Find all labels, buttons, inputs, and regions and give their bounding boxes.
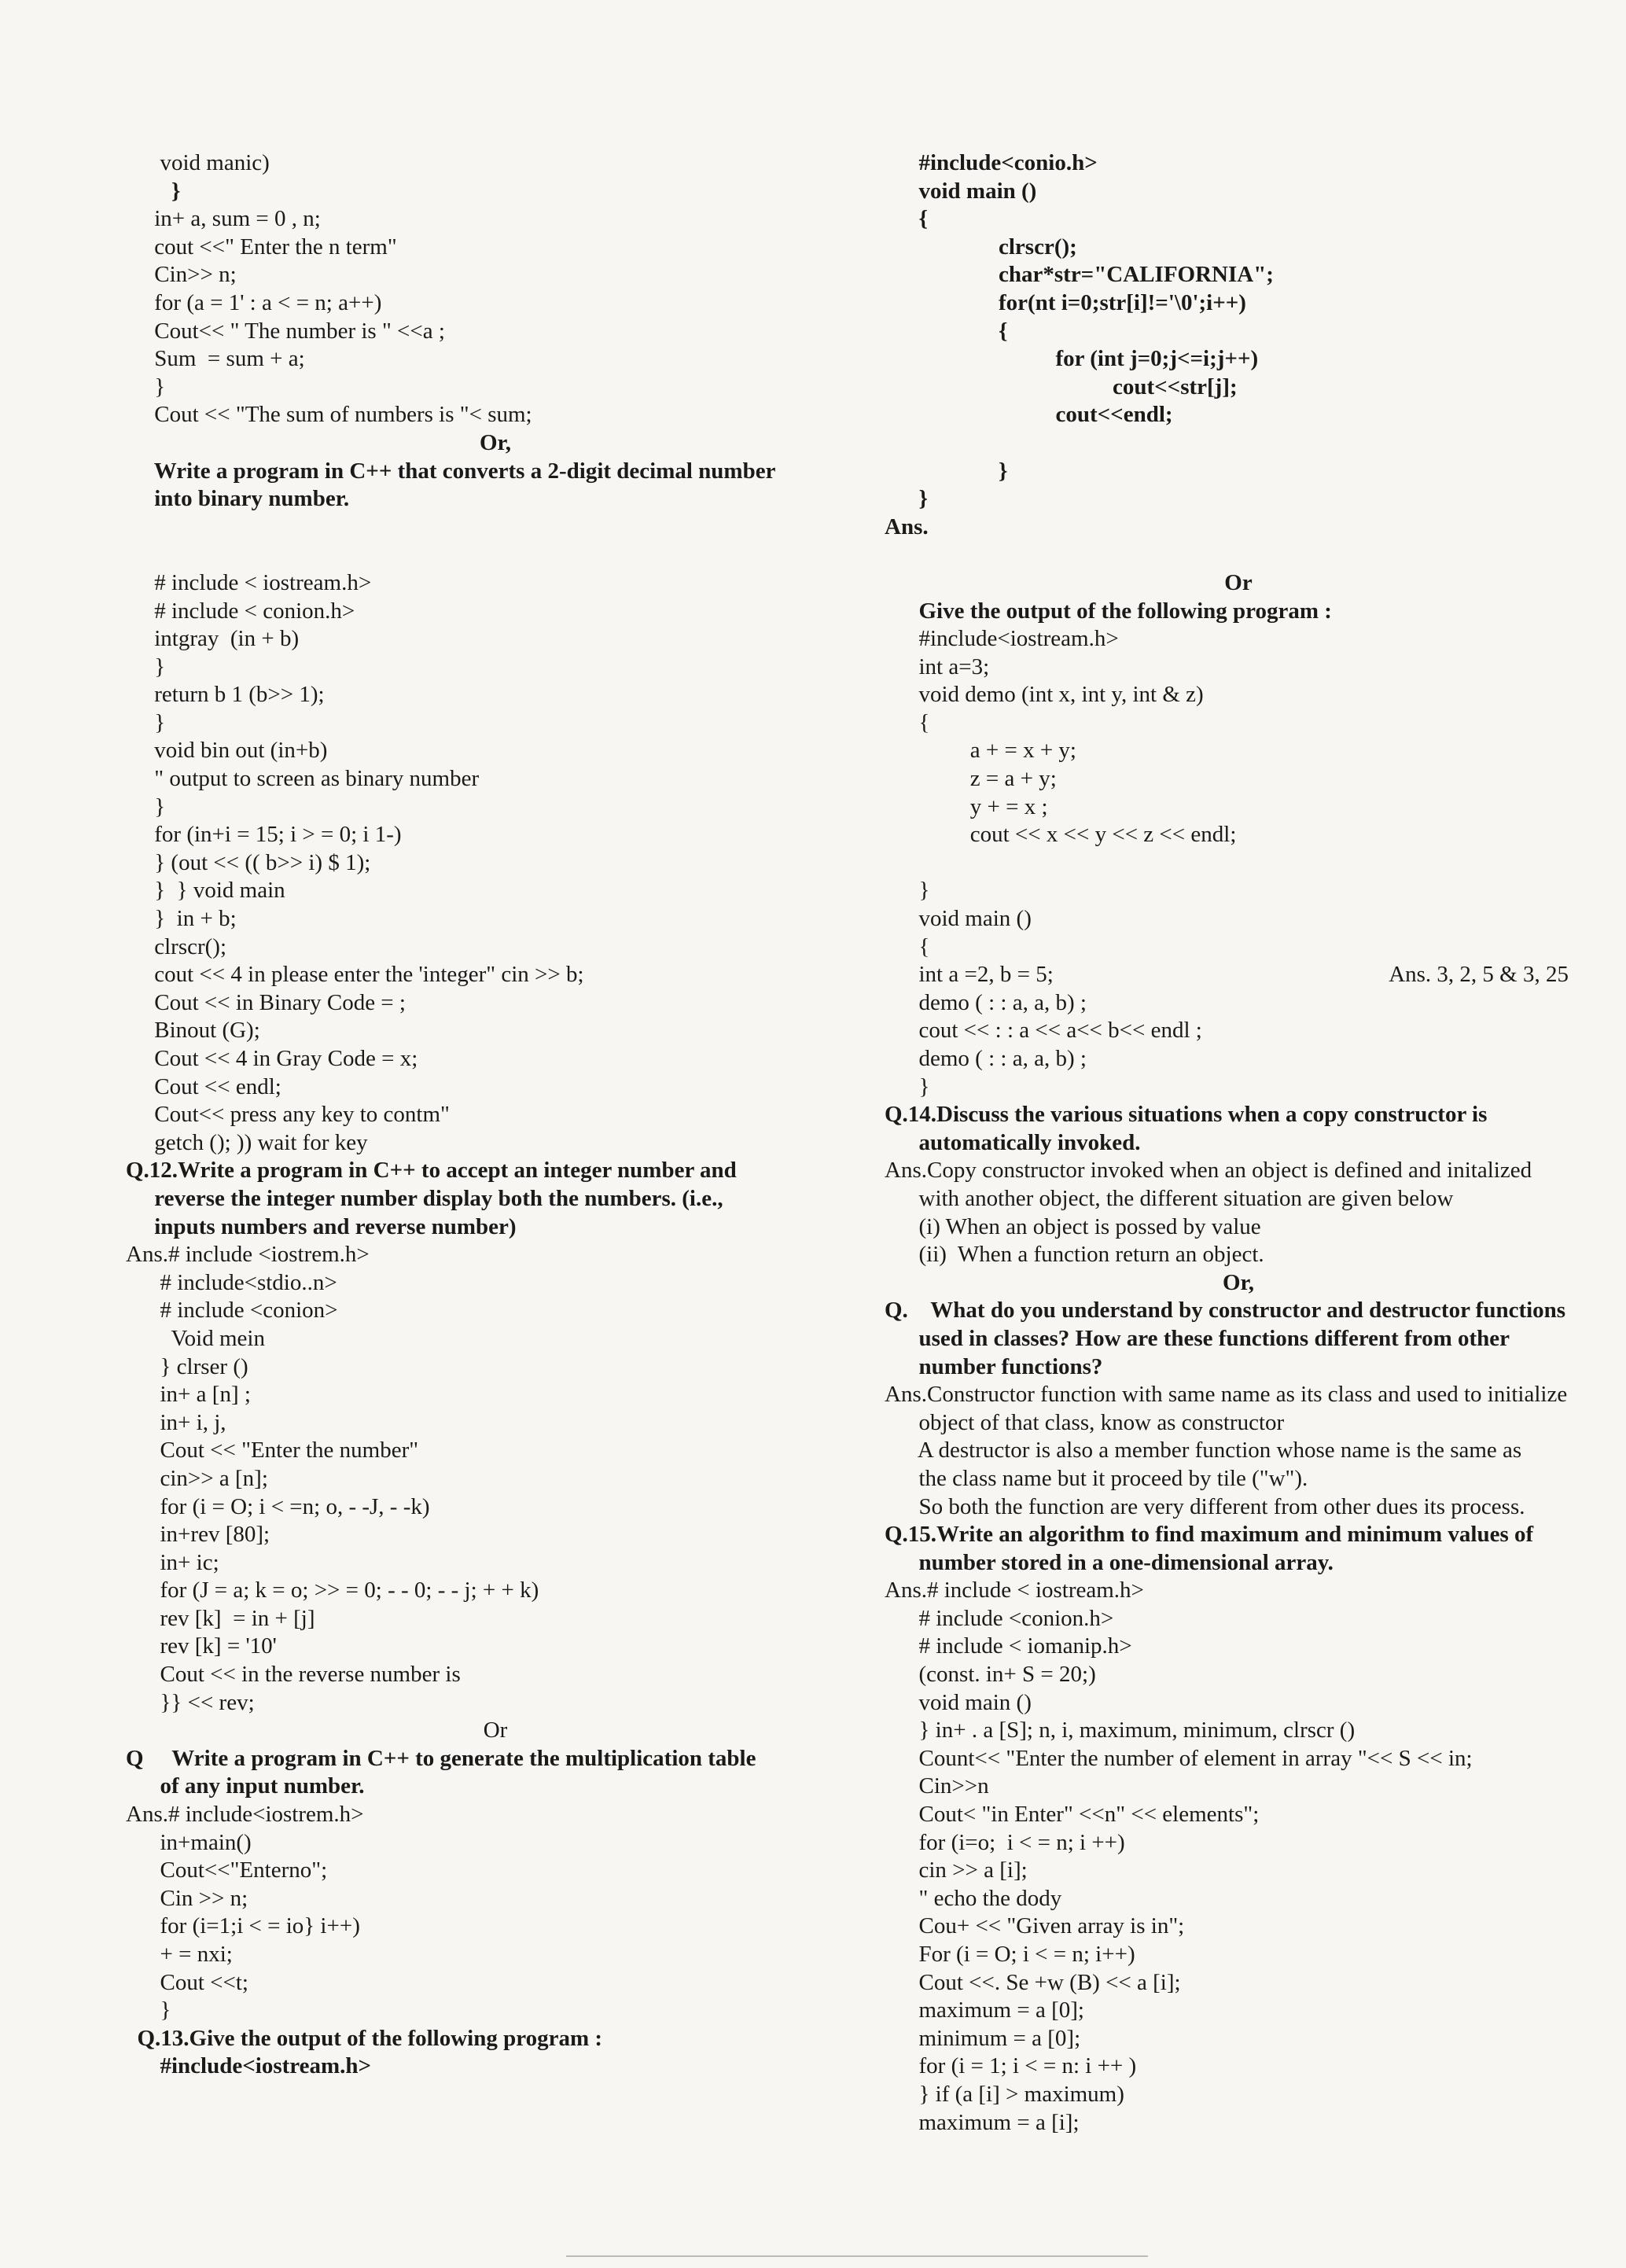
text-line: So both the function are very different from other dues its process.	[885, 1493, 1525, 1519]
text-line: demo ( : : a, a, b) ;	[885, 989, 1087, 1015]
text-line	[885, 541, 1592, 569]
text-line: Q.12.Write a program in C++ to accept an integer number and	[126, 1158, 737, 1184]
text-line: in+ ic;	[126, 1549, 219, 1575]
text-line	[126, 514, 865, 542]
text-line: # include <conion>	[126, 1298, 338, 1324]
text-line	[885, 429, 1592, 458]
text-line: }	[885, 878, 930, 904]
text-line: # include <conion.h>	[885, 1605, 1114, 1631]
text-line: } clrser ()	[126, 1353, 248, 1379]
text-line: int a=3;	[885, 654, 990, 679]
text-line: Or	[1224, 569, 1253, 595]
text-line: Cout< "in Enter" <<n" << elements";	[885, 1802, 1260, 1828]
text-line: for(nt i=0;str[i]!='\0';i++)	[885, 289, 1246, 315]
text-line: in+ a, sum = 0 , n;	[126, 206, 321, 232]
text-line: Void mein	[126, 1325, 265, 1351]
text-line: z = a + y;	[885, 766, 1057, 792]
text-line: + = nxi;	[126, 1942, 233, 1967]
text-line: Cout <<. Se +w (B) << a [i];	[885, 1969, 1181, 1995]
text-line: return b 1 (b>> 1);	[126, 682, 325, 708]
text-line: }	[126, 374, 166, 399]
text-line: rev [k] = '10'	[126, 1633, 277, 1659]
text-line: void main ()	[885, 1689, 1032, 1715]
text-line: }} << rev;	[126, 1689, 255, 1715]
text-line: reverse the integer number display both the numbers. (i.e.,	[126, 1185, 723, 1211]
text-line: y + = x ;	[885, 793, 1048, 819]
text-line: } if (a [i] > maximum)	[885, 2081, 1124, 2107]
text-line: into binary number.	[126, 486, 350, 512]
text-line	[885, 961, 1592, 989]
text-line: {	[885, 709, 930, 735]
text-line: } in+ . a [S]; n, i, maximum, minimum, clrscr ()	[885, 1718, 1356, 1743]
text-line: # include < conion.h>	[126, 598, 355, 624]
text-line: Cin>> n;	[126, 262, 237, 288]
text-line: {	[885, 933, 930, 959]
text-line: Ans.Constructor function with same name as its class and used to initialize	[885, 1382, 1568, 1408]
left-column	[126, 149, 865, 2081]
text-line: number functions?	[885, 1353, 1103, 1379]
text-line: Cout << "Enter the number"	[126, 1438, 419, 1464]
text-line: maximum = a [0];	[885, 1997, 1084, 2023]
text-line: intgray (in + b)	[126, 626, 300, 652]
text-line: Ans.Copy constructor invoked when an object is defined and initalized	[885, 1158, 1532, 1184]
text-line: for (i = 1; i < = n: i ++ )	[885, 2053, 1137, 2079]
text-line: void main ()	[885, 906, 1032, 932]
text-line: cin >> a [i];	[885, 1857, 1028, 1883]
text-line: Q. What do you understand by constructor and destructor functions	[885, 1298, 1566, 1324]
text-line: used in classes? How are these functions different from other	[885, 1325, 1510, 1351]
text-line: }	[126, 793, 166, 819]
text-line: for (i = O; i < =n; o, - -J, - -k)	[126, 1493, 430, 1519]
text-line: Or,	[479, 429, 512, 455]
text-line: automatically invoked.	[885, 1129, 1141, 1155]
text-line: the class name but it proceed by tile ("w").	[885, 1465, 1308, 1491]
text-line: for (int j=0;j<=i;j++)	[885, 346, 1259, 372]
text-line: } } void main	[126, 878, 285, 904]
text-line: cout <<" Enter the n term"	[126, 234, 397, 260]
text-line: in+main()	[126, 1829, 252, 1855]
text-line: number stored in a one-dimensional array.	[885, 1549, 1334, 1575]
text-line: }	[126, 1997, 171, 2023]
text-line: getch (); )) wait for key	[126, 1129, 368, 1155]
text-line: Q Write a program in C++ to generate the multiplication table	[126, 1745, 756, 1771]
text-line: inputs numbers and reverse number)	[126, 1213, 517, 1239]
text-line: Cou+ << "Given array is in";	[885, 1913, 1185, 1939]
text-line: for (in+i = 15; i > = 0; i 1-)	[126, 822, 402, 848]
text-line: for (i=o; i < = n; i ++)	[885, 1829, 1125, 1855]
text-line: void manic)	[126, 150, 270, 175]
text-line: cin>> a [n];	[126, 1465, 268, 1491]
text-line: object of that class, know as constructor	[885, 1409, 1285, 1435]
text-line: Or	[483, 1718, 508, 1743]
text-line: Q.15.Write an algorithm to find maximum and minimum values of	[885, 1522, 1534, 1548]
text-line: " echo the dody	[885, 1885, 1062, 1911]
text-line: A destructor is also a member function whose name is the same as	[885, 1438, 1522, 1464]
text-line: char*str="CALIFORNIA";	[885, 262, 1274, 288]
text-line: clrscr();	[126, 933, 227, 959]
text-span: int a =2, b = 5;	[885, 962, 1054, 988]
text-line: clrscr();	[885, 234, 1077, 260]
text-line: Binout (G);	[126, 1018, 260, 1044]
text-line: Cout <<t;	[126, 1969, 248, 1995]
text-line: cout << 4 in please enter the 'integer" cin >> b;	[126, 962, 584, 988]
text-line: Give the output of the following program :	[885, 598, 1332, 624]
text-line: " output to screen as binary number	[126, 766, 480, 792]
text-line: in+ i, j,	[126, 1409, 226, 1435]
text-line: {	[885, 318, 1008, 344]
text-line: in+ a [n] ;	[126, 1382, 251, 1408]
text-line: (i) When an object is possed by value	[885, 1213, 1261, 1239]
text-line	[885, 849, 1592, 878]
text-line: #include<iostream.h>	[126, 2053, 372, 2079]
bottom-scan-mark	[566, 2255, 1148, 2257]
right-column	[885, 149, 1592, 2137]
text-line: Cout << "The sum of numbers is "< sum;	[126, 402, 532, 428]
text-line: rev [k] = in + [j]	[126, 1605, 315, 1631]
answer-label: Ans. 3, 2, 5 & 3, 25	[1389, 962, 1569, 988]
text-line: for (J = a; k = o; >> = 0; - - 0; - - j; + + k)	[126, 1578, 539, 1603]
text-line: (ii) When a function return an object.	[885, 1242, 1264, 1268]
text-line: Ans.# include<iostrem.h>	[126, 1802, 364, 1828]
text-line: Cout<< " The number is " <<a ;	[126, 318, 445, 344]
text-line: Sum = sum + a;	[126, 346, 305, 372]
text-line: Q.13.Give the output of the following program :	[126, 2025, 603, 2051]
text-line: void demo (int x, int y, int & z)	[885, 682, 1204, 708]
text-line: Write a program in C++ that converts a 2-digit decimal number	[126, 458, 776, 484]
text-line: cout << x << y << z << endl;	[885, 822, 1237, 848]
text-line: void bin out (in+b)	[126, 738, 328, 764]
text-line: Count<< "Enter the number of element in array "<< S << in;	[885, 1745, 1473, 1771]
text-line: }	[885, 486, 928, 512]
text-line: cout << : : a << a<< b<< endl ;	[885, 1018, 1202, 1044]
text-line: minimum = a [0];	[885, 2025, 1081, 2051]
text-line: Q.14.Discuss the various situations when a copy constructor is	[885, 1102, 1488, 1128]
text-line: void main ()	[885, 178, 1037, 204]
text-line: demo ( : : a, a, b) ;	[885, 1046, 1087, 1071]
text-line: of any input number.	[126, 1773, 365, 1799]
text-line: Cout<< press any key to contm"	[126, 1102, 450, 1128]
text-line: Ans.# include < iostream.h>	[885, 1578, 1144, 1603]
text-line: }	[885, 458, 1008, 484]
text-line: Cout<<"Enterno";	[126, 1857, 328, 1883]
text-line: # include < iomanip.h>	[885, 1633, 1132, 1659]
text-line: Cin >> n;	[126, 1885, 248, 1911]
text-line: } in + b;	[126, 906, 237, 932]
text-line: For (i = O; i < = n; i++)	[885, 1942, 1135, 1967]
text-line: # include<stdio..n>	[126, 1269, 337, 1295]
text-line: Cout << in the reverse number is	[126, 1662, 461, 1688]
text-line: Cin>>n	[885, 1773, 989, 1799]
text-line: with another object, the different situation are given below	[885, 1185, 1454, 1211]
text-line: in+rev [80];	[126, 1522, 270, 1548]
text-line: (const. in+ S = 20;)	[885, 1662, 1096, 1688]
text-line: # include < iostream.h>	[126, 569, 372, 595]
text-line: #include<conio.h>	[885, 150, 1098, 175]
text-line: }	[885, 1073, 930, 1099]
text-line: Or,	[1222, 1269, 1255, 1295]
text-line: #include<iostream.h>	[885, 626, 1119, 652]
text-line: cout<<str[j];	[885, 374, 1238, 399]
text-line: Cout << in Binary Code = ;	[126, 989, 406, 1015]
text-line	[126, 541, 865, 569]
text-line: Ans.# include <iostrem.h>	[126, 1242, 370, 1268]
text-line: Cout << 4 in Gray Code = x;	[126, 1046, 418, 1071]
text-line: }	[126, 709, 166, 735]
text-line: {	[885, 206, 928, 232]
text-line: for (i=1;i < = io} i++)	[126, 1913, 360, 1939]
text-line: for (a = 1' : a < = n; a++)	[126, 289, 382, 315]
text-line: Ans.	[885, 514, 929, 539]
text-line: maximum = a [i];	[885, 2109, 1080, 2135]
text-line: }	[126, 178, 181, 204]
text-line: cout<<endl;	[885, 402, 1173, 428]
text-line: }	[126, 654, 166, 679]
text-line: } (out << (( b>> i) $ 1);	[126, 849, 371, 875]
text-line: Cout << endl;	[126, 1073, 281, 1099]
text-line: a + = x + y;	[885, 738, 1076, 764]
